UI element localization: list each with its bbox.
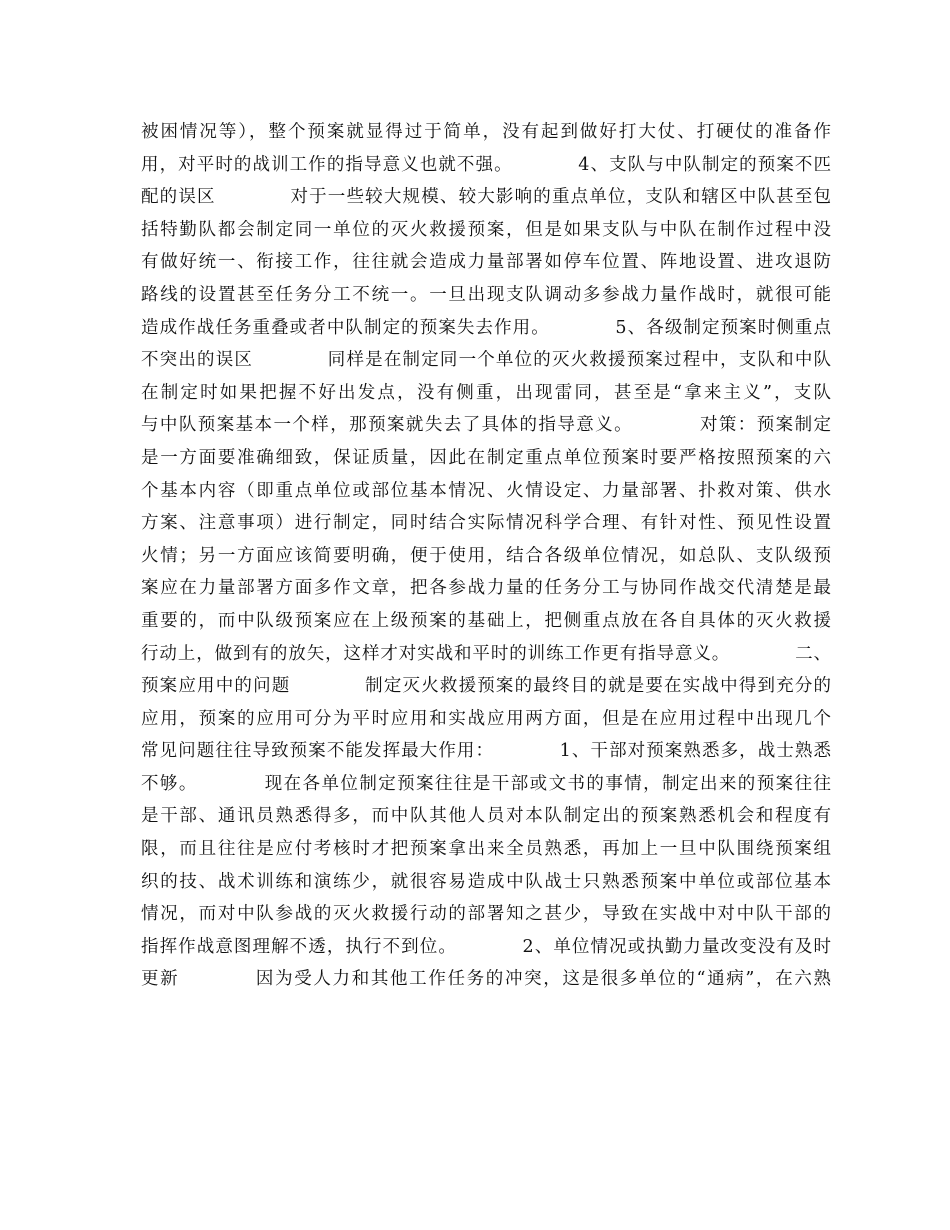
text-line: 括特勤队都会制定同一单位的灭火救援预案，但是如果支队与中队在制作过程中没 xyxy=(141,219,831,240)
text-line: 更新 因为受人力和其他工作任务的冲突，这是很多单位的“通病”，在六熟 xyxy=(141,969,831,990)
text-line: 个基本内容（即重点单位或部位基本情况、火情设定、力量部署、扑救对策、供水 xyxy=(141,480,831,501)
text-line: 常见问题往往导致预案不能发挥最大作用： 1、干部对预案熟悉多，战士熟悉 xyxy=(141,741,831,762)
text-line: 织的技、战术训练和演练少，就很容易造成中队战士只熟悉预案中单位或部位基本 xyxy=(141,871,831,892)
text-line: 有做好统一、衔接工作，往往就会造成力量部署如停车位置、阵地设置、进攻退防 xyxy=(141,252,831,273)
text-line: 限，而且往往是应付考核时才把预案拿出来全员熟悉，再加上一旦中队围绕预案组 xyxy=(141,839,831,860)
text-line: 是干部、通讯员熟悉得多，而中队其他人员对本队制定出的预案熟悉机会和程度有 xyxy=(141,806,831,827)
text-line: 造成作战任务重叠或者中队制定的预案失去作用。 5、各级制定预案时侧重点 xyxy=(141,317,831,338)
text-line: 预案应用中的问题 制定灭火救援预案的最终目的就是要在实战中得到充分的 xyxy=(141,676,831,697)
text-line: 是一方面要准确细致，保证质量，因此在制定重点单位预案时要严格按照预案的六 xyxy=(141,447,831,468)
text-line: 火情；另一方面应该简要明确，便于使用，结合各级单位情况，如总队、支队级预 xyxy=(141,545,831,566)
text-line: 不突出的误区 同样是在制定同一个单位的灭火救援预案过程中，支队和中队 xyxy=(141,350,831,371)
text-line: 配的误区 对于一些较大规模、较大影响的重点单位，支队和辖区中队甚至包 xyxy=(141,187,831,208)
text-line: 重要的，而中队级预案应在上级预案的基础上，把侧重点放在各自具体的灭火救援 xyxy=(141,610,831,631)
text-line: 指挥作战意图理解不透，执行不到位。 2、单位情况或执勤力量改变没有及时 xyxy=(141,936,831,957)
text-line: 用，对平时的战训工作的指导意义也就不强。 4、支队与中队制定的预案不匹 xyxy=(141,154,831,175)
text-line: 被困情况等），整个预案就显得过于简单，没有起到做好打大仗、打硬仗的准备作 xyxy=(141,122,831,142)
body-text xyxy=(141,116,831,996)
text-line: 案应在力量部署方面多作文章，把各参战力量的任务分工与协同作战交代清楚是最 xyxy=(141,578,831,599)
text-line: 路线的设置甚至任务分工不统一。一旦出现支队调动多参战力量作战时，就很可能 xyxy=(141,284,831,305)
text-line: 在制定时如果把握不好出发点，没有侧重，出现雷同，甚至是“拿来主义”，支队 xyxy=(141,382,831,403)
text-line: 情况，而对中队参战的灭火救援行动的部署知之甚少，导致在实战中对中队干部的 xyxy=(141,904,831,925)
text-line: 方案、注意事项）进行制定，同时结合实际情况科学合理、有针对性、预见性设置 xyxy=(141,513,831,534)
text-line: 不够。 现在各单位制定预案往往是干部或文书的事情，制定出来的预案往往 xyxy=(141,773,831,794)
text-line: 应用，预案的应用可分为平时应用和实战应用两方面，但是在应用过程中出现几个 xyxy=(141,708,831,729)
text-line: 行动上，做到有的放矢，这样才对实战和平时的训练工作更有指导意义。 二、 xyxy=(141,643,831,664)
text-line: 与中队预案基本一个样，那预案就失去了具体的指导意义。 对策：预案制定 xyxy=(141,415,831,436)
